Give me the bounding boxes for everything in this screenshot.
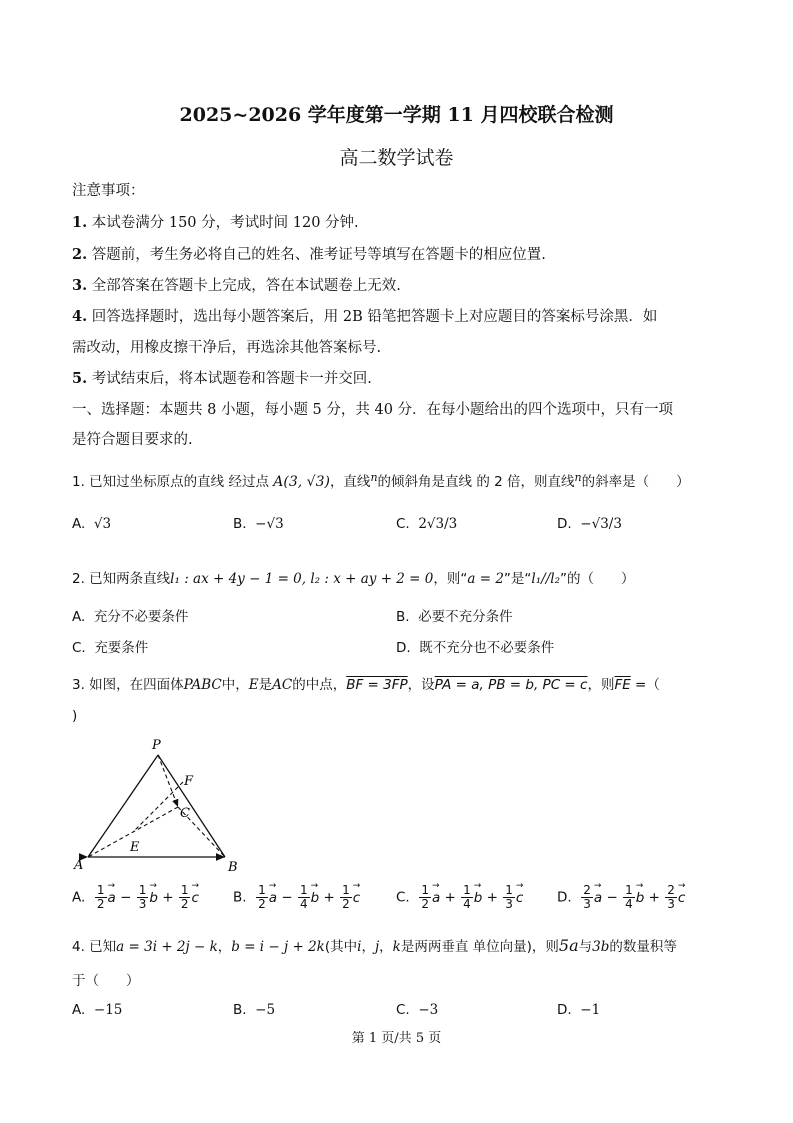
question-3-stem-close: ) <box>72 708 78 724</box>
note-item: 3. 全部答案在答题卡上完成，答在本试题卷上无效. <box>72 277 401 294</box>
section-heading: 一、选择题：本题共 8 小题，每小题 5 分，共 40 分．在每小题给出的四个选项中，只有一项 <box>72 402 674 418</box>
edge-pa <box>88 755 158 857</box>
note-item-continued: 需改动，用橡皮擦干净后，再选涂其他答案标号. <box>72 340 382 356</box>
q3-option-b[interactable]: B. $\frac{1}{2}$ → a − $\frac{1}{4}$ → b + $\frac{1}{2}$ → c <box>233 884 360 911</box>
label-b: B <box>228 860 238 875</box>
note-item: 4. 回答选择题时，选出每小题答案后，用 2B 铅笔把答题卡上对应题目的答案标号涂黑．如 <box>72 308 658 325</box>
q4-option-b[interactable]: B. −5 <box>233 1002 276 1018</box>
note-item: 5. 考试结束后，将本试题卷和答题卡一并交回. <box>72 370 372 387</box>
q4-option-a[interactable]: A. −15 <box>72 1002 123 1018</box>
question-4-stem-line2: 于（ ） <box>72 973 140 989</box>
q4-option-c[interactable]: C. −3 <box>396 1002 439 1018</box>
q1-option-a[interactable]: A. √3 <box>72 516 112 532</box>
q2-option-a[interactable]: A. 充分不必要条件 <box>72 609 189 625</box>
label-a: A <box>74 858 84 873</box>
notes-heading: 注意事项： <box>72 183 145 199</box>
q1-option-b[interactable]: B. −√3 <box>233 516 284 532</box>
q2-option-c[interactable]: C. 充要条件 <box>72 640 149 656</box>
note-item: 1. 本试卷满分 150 分，考试时间 120 分钟. <box>72 214 359 231</box>
exam-subtitle: 高二数学试卷 <box>339 147 454 169</box>
q3-option-a[interactable]: A. $\frac{1}{2}$ → a − $\frac{1}{3}$ → b + $\frac{1}{2}$ → c <box>72 884 199 911</box>
question-4-stem: 4. 已知a = 3i + 2j − k，b = i − j + 2k(其中i，j，k是两两垂直 单位向量)，则5a与3b的数量积等 <box>72 936 677 955</box>
exam-title: 2025~2026 学年度第一学期 11 月四校联合检测 <box>179 104 614 126</box>
label-p: P <box>152 738 161 753</box>
edge-pb <box>158 755 225 857</box>
label-e: E <box>130 840 140 855</box>
question-1-stem: 1. 已知过坐标原点的直线 经过点 A(3, √3)，直线$^n$的倾斜角是直线 的 2 倍，则直线$^n$的斜率是（ ） <box>72 471 690 490</box>
q1-option-c[interactable]: C. 2√3/3 <box>396 516 458 532</box>
label-f: F <box>184 774 194 789</box>
q4-option-d[interactable]: D. −1 <box>557 1002 601 1018</box>
q3-option-c[interactable]: C. $\frac{1}{2}$ → a + $\frac{1}{4}$ → b + $\frac{1}{3}$ → c <box>396 884 523 911</box>
segment-fe <box>133 782 183 832</box>
label-c: C <box>180 806 190 821</box>
q2-option-d[interactable]: D. 既不充分也不必要条件 <box>396 640 555 656</box>
q1-option-d[interactable]: D. −√3/3 <box>557 516 622 532</box>
point-a: A(3, √3) <box>273 474 330 490</box>
question-2-stem: 2. 已知两条直线l₁ : ax + 4y − 1 = 0, l₂ : x + ay + 2 = 0，则“a = 2”是“l₁//l₂”的（ ） <box>72 571 635 587</box>
section-heading-continued: 是符合题目要求的. <box>72 432 193 448</box>
tetrahedron-figure <box>70 735 250 875</box>
page-footer: 第 1 页/共 5 页 <box>351 1031 442 1046</box>
q2-option-b[interactable]: B. 必要不充分条件 <box>396 609 513 625</box>
note-item: 2. 答题前，考生务必将自己的姓名、准考证号等填写在答题卡的相应位置. <box>72 246 546 263</box>
q3-option-d[interactable]: D. $\frac{2}{3}$ → a − $\frac{1}{4}$ → b + $\frac{2}{3}$ → c <box>557 884 685 911</box>
question-3-stem: 3. 如图，在四面体PABC中，E是AC的中点，BF = 3FP，设PA = a, PB = b, PC = c，则$\overline{FE}$ =（ <box>72 677 660 693</box>
